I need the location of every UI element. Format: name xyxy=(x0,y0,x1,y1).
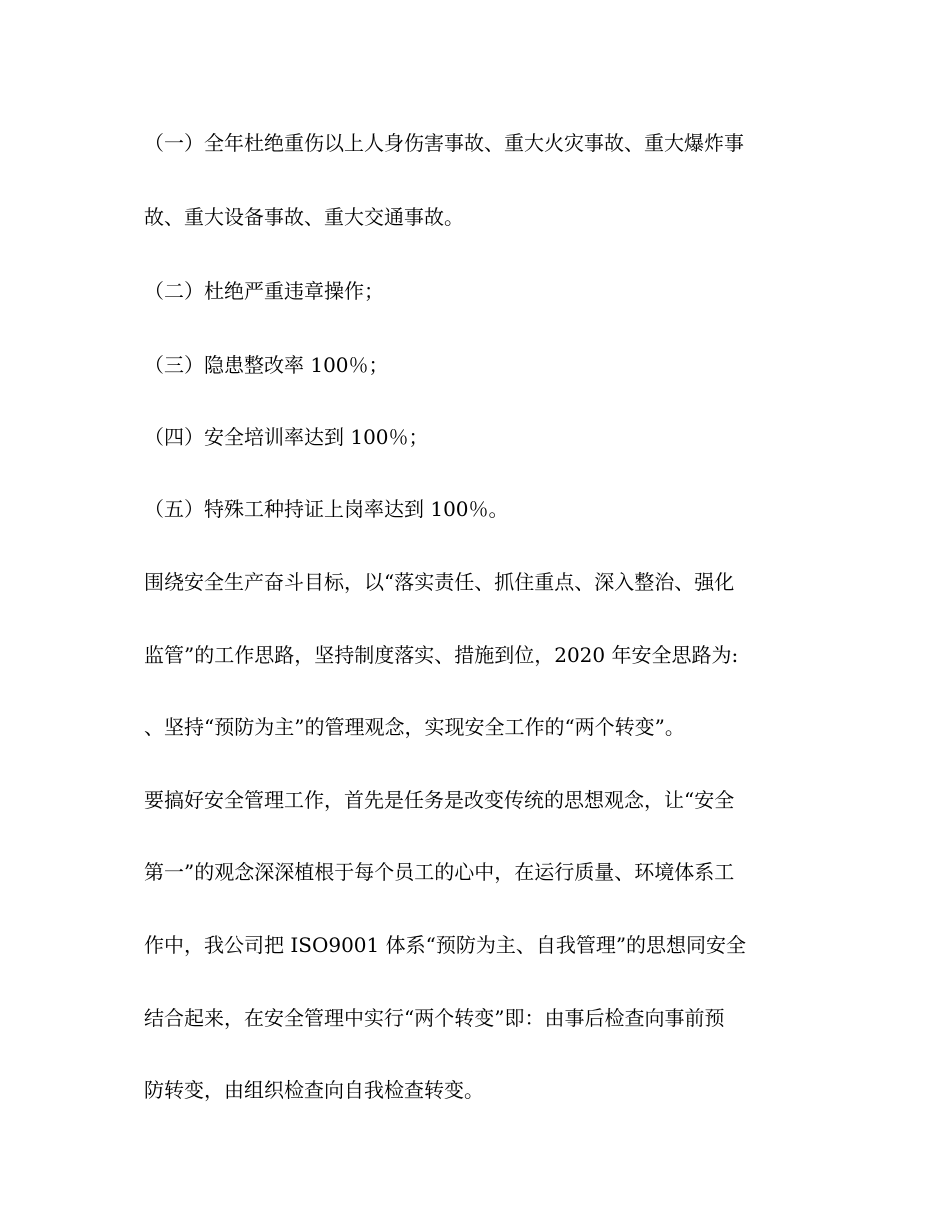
principle-heading: 、坚持“预防为主”的管理观念，实现安全工作的“两个转变”。 xyxy=(144,715,685,739)
goal-item-2: （二）杜绝严重违章操作； xyxy=(144,279,384,303)
approach-paragraph-line-1: 围绕安全生产奋斗目标，以“落实责任、抓住重点、深入整治、强化 xyxy=(144,570,735,594)
management-paragraph-line-5: 防转变，由组织检查向自我检查转变。 xyxy=(144,1078,484,1102)
management-paragraph-line-3: 作中，我公司把 ISO9001 体系“预防为主、自我管理”的思想同安全 xyxy=(144,933,747,957)
goal-item-3: （三）隐患整改率 100％； xyxy=(144,353,389,377)
management-paragraph-line-4: 结合起来，在安全管理中实行“两个转变”即：由事后检查向事前预 xyxy=(144,1006,725,1030)
approach-paragraph-line-2: 监管”的工作思路，坚持制度落实、措施到位，2020 年安全思路为: xyxy=(144,643,739,667)
goal-item-1-line-2: 故、重大设备事故、重大交通事故。 xyxy=(144,205,464,229)
goal-item-5: （五）特殊工种持证上岗率达到 100％。 xyxy=(144,497,509,521)
goal-item-4: （四）安全培训率达到 100％； xyxy=(144,425,429,449)
goal-item-1-line-1: （一）全年杜绝重伤以上人身伤害事故、重大火灾事故、重大爆炸事 xyxy=(144,131,744,155)
management-paragraph-line-2: 第一”的观念深深植根于每个员工的心中，在运行质量、环境体系工 xyxy=(144,860,735,884)
management-paragraph-line-1: 要搞好安全管理工作，首先是任务是改变传统的思想观念，让“安全 xyxy=(144,788,735,812)
